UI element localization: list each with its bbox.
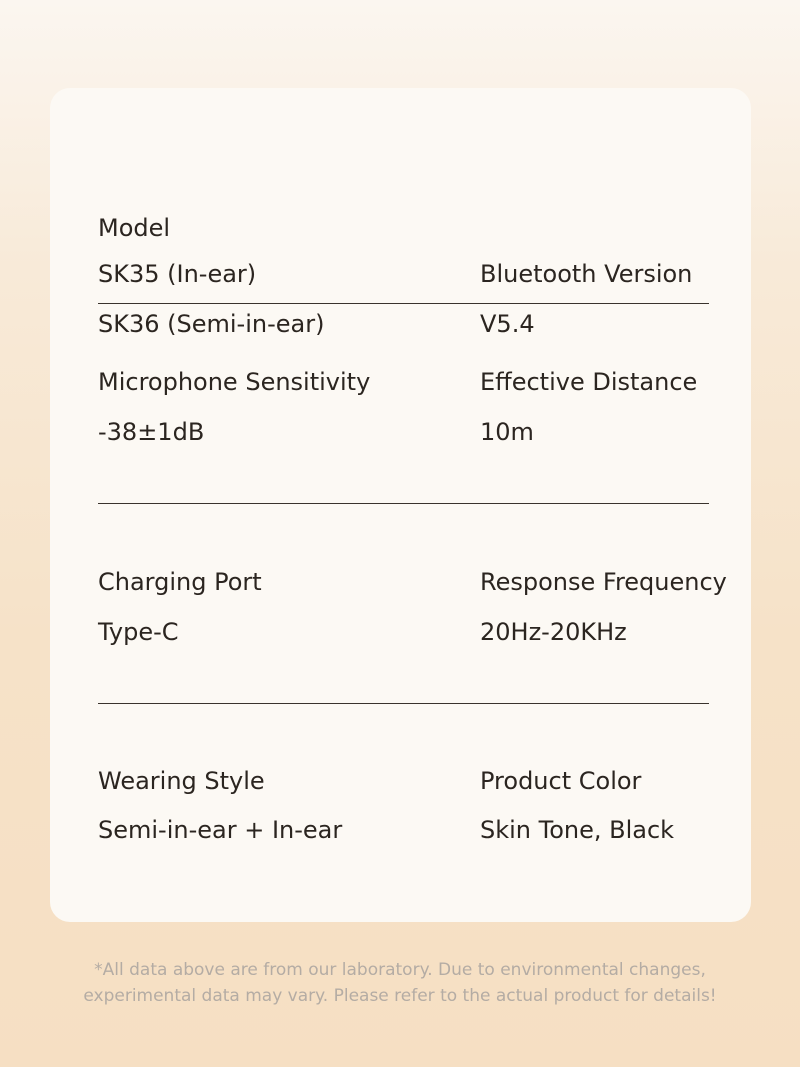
- bluetooth-label: Bluetooth Version: [480, 260, 693, 288]
- charging-port-label: Charging Port: [98, 568, 262, 596]
- divider-2: [98, 503, 709, 504]
- bluetooth-value: V5.4: [480, 310, 535, 338]
- model-label: Model: [98, 214, 171, 242]
- charging-port-value: Type-C: [98, 618, 179, 646]
- model-value-1: SK35 (In-ear): [98, 260, 257, 288]
- model-value-2: SK36 (Semi-in-ear): [98, 310, 325, 338]
- effective-distance-value: 10m: [480, 418, 534, 446]
- mic-sensitivity-label: Microphone Sensitivity: [98, 368, 371, 396]
- spec-card: [50, 88, 751, 922]
- mic-sensitivity-value: -38±1dB: [98, 418, 205, 446]
- effective-distance-label: Effective Distance: [480, 368, 698, 396]
- divider-3: [98, 703, 709, 704]
- wearing-style-value: Semi-in-ear + In-ear: [98, 816, 343, 844]
- footnote-line-1: *All data above are from our laboratory. Due to environmental changes,: [94, 960, 706, 980]
- divider-1: [98, 303, 709, 304]
- response-frequency-value: 20Hz-20KHz: [480, 618, 627, 646]
- wearing-style-label: Wearing Style: [98, 767, 265, 795]
- product-color-label: Product Color: [480, 767, 642, 795]
- footnote-line-2: experimental data may vary. Please refer to the actual product for details!: [83, 986, 717, 1006]
- response-frequency-label: Response Frequency: [480, 568, 727, 596]
- product-color-value: Skin Tone, Black: [480, 816, 675, 844]
